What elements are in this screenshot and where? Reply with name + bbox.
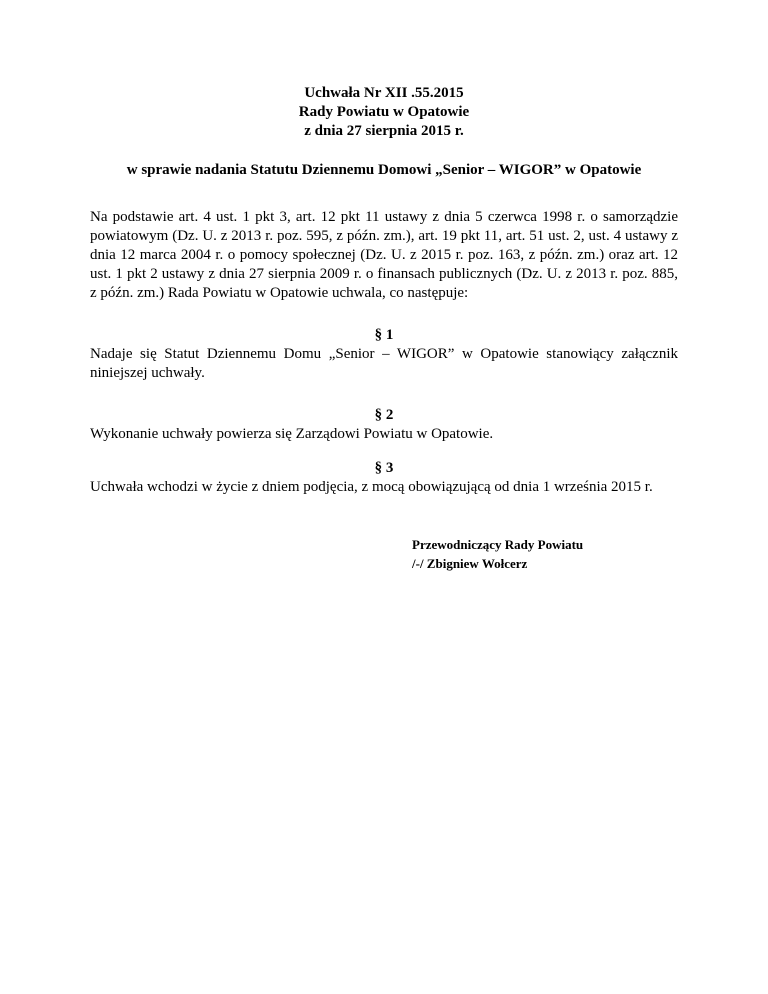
signatory-name: /-/ Zbigniew Wołcerz xyxy=(412,556,528,571)
section-2-mark: § 2 xyxy=(374,407,394,423)
resolution-header xyxy=(0,84,768,141)
resolution-number: Uchwała Nr XII .55.2015 xyxy=(304,85,464,101)
section-2-text: Wykonanie uchwały powierza się Zarządowi Powiatu w Opatowie. xyxy=(90,426,494,442)
legal-basis-preamble: Na podstawie art. 4 ust. 1 pkt 3, art. 12 pkt 11 ustawy z dnia 5 czerwca 1998 r. o samorządzie powiatowym (Dz. U. z 2013 r. poz. 595, z późn. zm.), art. 19 pkt 11, art. 51 ust. 2, ust. 4 ustawy z dnia 12 marca 2004 r. o pomocy społecznej (Dz. U. z 2015 r. poz. 163, z późn. zm.) oraz art. 12 ust. 1 pkt 2 ustawy z dnia 27 sierpnia 2009 r. o finansach publicznych (Dz. U. z 2013 r. poz. 885, z późn. zm.) Rada Powiatu w Opatowie uchwala, co następuje: xyxy=(90,209,678,301)
section-3-text: Uchwała wchodzi w życie z dniem podjęcia, z mocą obowiązującą od dnia 1 września 2015 r. xyxy=(90,479,653,495)
resolution-subject: w sprawie nadania Statutu Dziennemu Domowi „Senior – WIGOR” w Opatowie xyxy=(126,162,642,178)
section-1-mark: § 1 xyxy=(374,327,394,343)
resolution-date: z dnia 27 sierpnia 2015 r. xyxy=(304,123,464,139)
signature-block xyxy=(412,535,583,573)
issuing-body: Rady Powiatu w Opatowie xyxy=(298,104,470,120)
section-3-mark: § 3 xyxy=(374,460,394,476)
section-1-text: Nadaje się Statut Dziennemu Domu „Senior – WIGOR” w Opatowie stanowiący załącznik niniejszej uchwały. xyxy=(90,346,678,381)
signatory-title: Przewodniczący Rady Powiatu xyxy=(412,537,584,552)
